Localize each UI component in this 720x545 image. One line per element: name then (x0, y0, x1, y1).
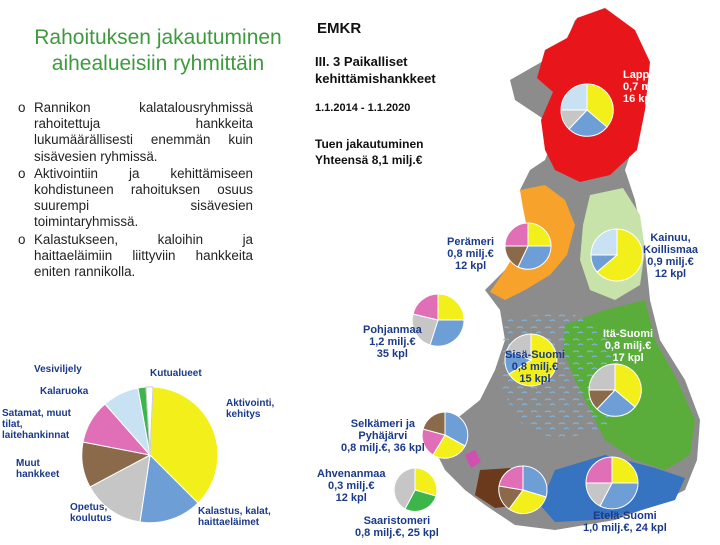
region-label-pohjanmaa: Pohjanmaa 1,2 milj.€ 35 kpl (363, 324, 422, 360)
bullet-item (18, 166, 253, 231)
pie-slice-kalaruoka (591, 229, 617, 255)
pie-slice-kalaruoka (561, 84, 587, 110)
pie-slice-satamat (505, 223, 528, 246)
pie-saaristomeri (499, 466, 547, 514)
region-label-kainuu: Kainuu, Koillismaa 0,9 milj.€ 12 kpl (643, 232, 699, 280)
map-summary-line1: Tuen jakautuminen (315, 137, 424, 151)
legend-label-kutualueet: Kutualueet (150, 368, 202, 379)
bullet-item (18, 100, 253, 165)
pie-kainuu (591, 229, 643, 281)
bullet-marker: o (18, 231, 26, 247)
legend-label-vesiviljely: Vesiviljely (34, 364, 82, 375)
pie-slice-aktivointi (438, 294, 464, 320)
legend-label-kalastus: Kalastus, kalat, haittaeläimet (198, 506, 271, 528)
legend-label-kalaruoka: Kalaruoka (40, 386, 89, 397)
legend-label-aktivointi: Aktivointi, kehitys (226, 398, 275, 420)
slide-title-line2: aihealueisiin ryhmittäin (51, 52, 265, 75)
map-summary-line2: Yhteensä 8,1 milj.€ (315, 153, 423, 167)
region-label-ahvenanmaa: Ahvenanmaa 0,3 milj.€ 12 kpl (317, 468, 386, 504)
legend-label-muut: Muut hankkeet (16, 458, 60, 480)
bullet-marker: o (18, 165, 26, 181)
region-label-etelasuomi: Etelä-Suomi 1,0 milj.€, 24 kpl (583, 510, 667, 534)
bullet-item (18, 232, 253, 281)
legend-label-satamat: Satamat, muut tilat, laitehankinnat (2, 408, 71, 441)
map-period: 1.1.2014 - 1.1.2020 (315, 102, 411, 114)
bullet-list (18, 100, 253, 281)
pie-slice-satamat (586, 457, 612, 483)
slide-title (8, 25, 308, 77)
pie-selkameri (422, 412, 468, 458)
pie-ahvenanmaa (394, 468, 437, 511)
bullet-text: Aktivointiin ja kehittämiseen kohdistuneen rahoituksen osuus suurempi sisävesien toimintaryhmissä. (34, 165, 253, 230)
pie-slice-aktivointi (528, 223, 551, 246)
region-label-lappi: Lappi 0,7 milj.€ 16 kpl (623, 69, 670, 105)
finland-map-panel (305, 0, 720, 540)
region-label-sisasuomi: Sisä-Suomi 0,8 milj.€ 15 kpl (505, 349, 565, 385)
pie-slice-satamat (499, 466, 523, 490)
map-heading-line1: III. 3 Paikalliset (315, 54, 408, 69)
region-label-peramer: Perämeri 0,8 milj.€ 12 kpl (447, 236, 495, 272)
map-heading-line2: kehittämishankkeet (315, 71, 436, 86)
slide-title-line1: Rahoituksen jakautuminen (34, 26, 282, 49)
map-org-label: EMKR (317, 20, 362, 37)
bullet-text: Kalastukseen, kaloihin ja haittaeläimiin liittyviin hankkeita eniten rannikolla. (34, 231, 253, 280)
legend-label-opetus: Opetus, koulutus (70, 502, 112, 524)
pie-peramer (505, 223, 551, 269)
pie-etelasuomi (586, 457, 638, 509)
pie-lappi (561, 84, 613, 136)
bullet-marker: o (18, 100, 26, 115)
pie-slice-aktivointi (612, 457, 638, 483)
region-label-selkameri: Selkämeri ja Pyhäjärvi 0,8 milj.€, 36 kpl (341, 418, 425, 454)
pie-slice-opetus (589, 364, 615, 390)
region-label-saaristomeri: Saaristomeri 0,8 milj.€, 25 kpl (355, 515, 439, 539)
bullet-text: Rannikon kalatalousryhmissä rahoitettuja hankkeita lukumäärällisesti enemmän kuin sisävesien ryhmissä. (34, 100, 253, 164)
region-label-itasuomi: Itä-Suomi 0,8 milj.€ 17 kpl (603, 328, 654, 364)
pie-itasuomi (589, 364, 641, 416)
legend-pie-panel (0, 360, 310, 540)
